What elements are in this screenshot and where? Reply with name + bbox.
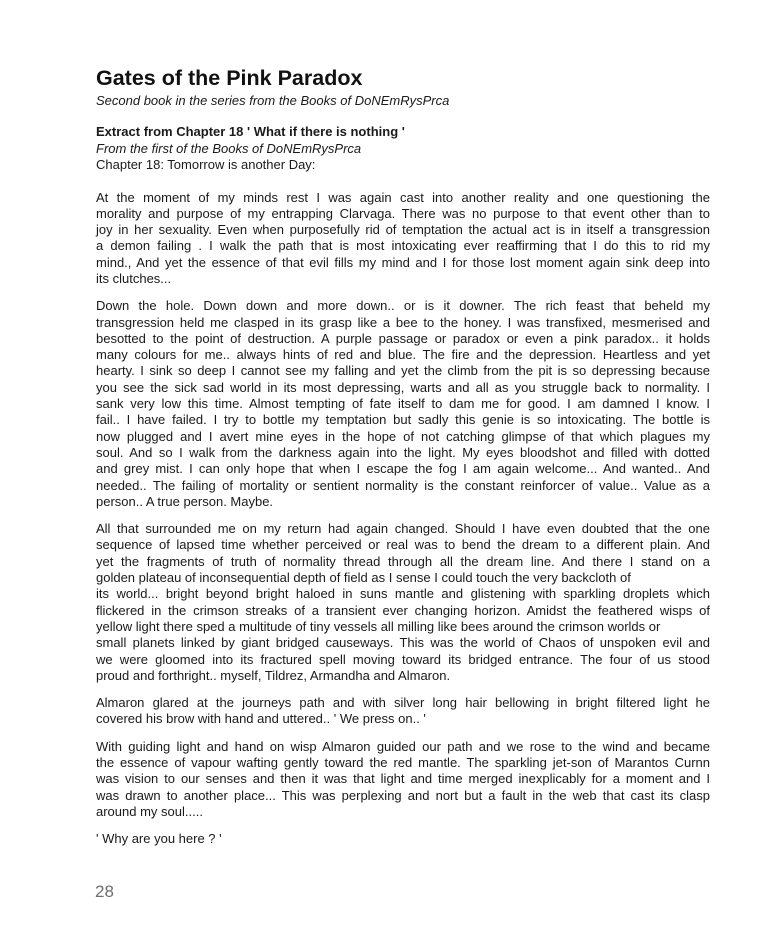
paragraph	[96, 739, 710, 820]
text-line: morality and purpose of my entrapping Clarvaga. There was no purpose to that event other than to	[96, 205, 710, 221]
text-line: sequence of lapsed time whether perceived or real was to bend the dream to a different plain. And	[96, 537, 710, 553]
text-line: yet the fragments of truth of normality thread through all the dream line. And there I stand on a	[96, 553, 710, 569]
text-line: a demon failing . I walk the path that is most intoxicating ever reaffirming that I do this to rid my	[96, 238, 710, 254]
text-line: person.. A true person. Maybe.	[96, 493, 274, 509]
paragraph	[96, 695, 710, 728]
text-line: Down the hole. Down down and more down.. or is it downer. The rich feast that beheld my	[96, 298, 710, 314]
extract-source: From the first of the Books of DoNEmRysPrca	[96, 140, 362, 156]
text-line: we were gloomed into its fractured spell moving toward its bridged entrance. The four of us stood	[96, 651, 710, 667]
extract-heading: Extract from Chapter 18 ' What if there is nothing '	[96, 124, 405, 139]
text-line: small planets linked by giant bridged causeways. This was the world of Chaos of unspoken evil and	[96, 635, 710, 651]
text-line: soul. And so I walk from the darkness again into the light. My eyes bloodshot and filled with dotted	[96, 444, 710, 460]
text-line: yellow light there sped a multitude of tiny vessels all milling like bees around the crimson worlds or	[96, 618, 661, 634]
text-line: around my soul.....	[96, 803, 203, 819]
text-line: many colours for me.. always hints of red and blue. The fire and the depression. Heartless and yet	[96, 347, 710, 363]
book-subtitle: Second book in the series from the Books of DoNEmRysPrca	[96, 93, 450, 108]
text-line: hearty. I sink so deep I cannot see my falling and yet the climb from the pit is so depressing because	[96, 363, 710, 379]
text-line: was vision to our senses and then it was that light and time merged inexplicably for a moment and I	[96, 771, 710, 787]
book-title: Gates of the Pink Paradox	[96, 66, 363, 90]
page-number: 28	[95, 882, 114, 901]
text-line: sank very low this time. Almost tempting of fate itself to dam me for good. I am damned I know. I	[96, 396, 710, 412]
text-line: proud and forthright.. myself, Tildrez, Armandha and Almaron.	[96, 667, 451, 683]
paragraph	[96, 831, 710, 847]
text-line: transgression held me clasped in its grasp like a bee to the honey. I was transfixed, mesmerised and	[96, 314, 710, 330]
paragraph	[96, 190, 710, 288]
chapter-heading-block	[96, 124, 710, 174]
text-line: besotted to the point of destruction. A purple passage or paradox or even a pink paradox.. it holds	[96, 330, 710, 346]
text-line: its world... bright beyond bright haloed in suns mantle and glistening with sparkling droplets which	[96, 586, 710, 602]
text-line: the essence of vapour wafting gently toward the red mantle. The sparkling jet-son of Marantos Curnn	[96, 755, 710, 770]
paragraph	[96, 298, 710, 510]
text-line: and grey mist. I can only hope that when I escape the fog I am again welcome... And wanted.. And	[96, 461, 710, 477]
text-line: golden plateau of inconsequential depth of field as I sense I could touch the very backcloth of	[96, 570, 631, 586]
paragraph	[96, 521, 710, 684]
text-line: At the moment of my minds rest I was again cast into another reality and one questioning the	[96, 189, 710, 205]
text-line: its clutches...	[96, 270, 172, 286]
text-line: you see the sick sad world in its most depressing, warts and all as you struggle back to normality. I	[96, 379, 710, 395]
text-line: ' Why are you here ? '	[96, 831, 222, 847]
text-line: flickered in the crimson streaks of a transient ever changing horizon. Amidst the feathered wisps of	[96, 602, 710, 618]
text-line: mind., And yet the essence of that evil fills my mind and I for those lost moment again sink deep into	[96, 254, 710, 270]
text-line: covered his brow with hand and uttered.. ' We press on.. '	[96, 711, 426, 727]
page-content	[96, 66, 710, 858]
text-line: With guiding light and hand on wisp Almaron guided our path and we rose to the wind and became	[96, 738, 710, 754]
text-line: fail.. I have failed. I try to bottle my temptation but sadly this genie is so intoxicating. The bottle is	[96, 412, 710, 428]
text-line: now plugged and I avert mine eyes in the hope of not catching glimpse of that which plagues my	[96, 428, 710, 444]
text-line: Almaron glared at the journeys path and with silver long hair bellowing in bright filtered light he	[96, 695, 710, 711]
chapter-line: Chapter 18: Tomorrow is another Day:	[96, 157, 316, 172]
text-line: needed.. The failing of mortality or sentient normality is the constant reinforcer of value.. Value as a	[96, 477, 710, 493]
text-line: was drawn to another place... This was perplexing and nort but a fault in the web that cast its clasp	[96, 787, 710, 803]
text-line: All that surrounded me on my return had again changed. Should I have even doubted that the one	[96, 521, 710, 537]
body-text	[96, 190, 710, 848]
text-line: joy in her sexuality. Even when purposefully rid of temptation the actual act is in itself a transgression	[96, 222, 710, 238]
